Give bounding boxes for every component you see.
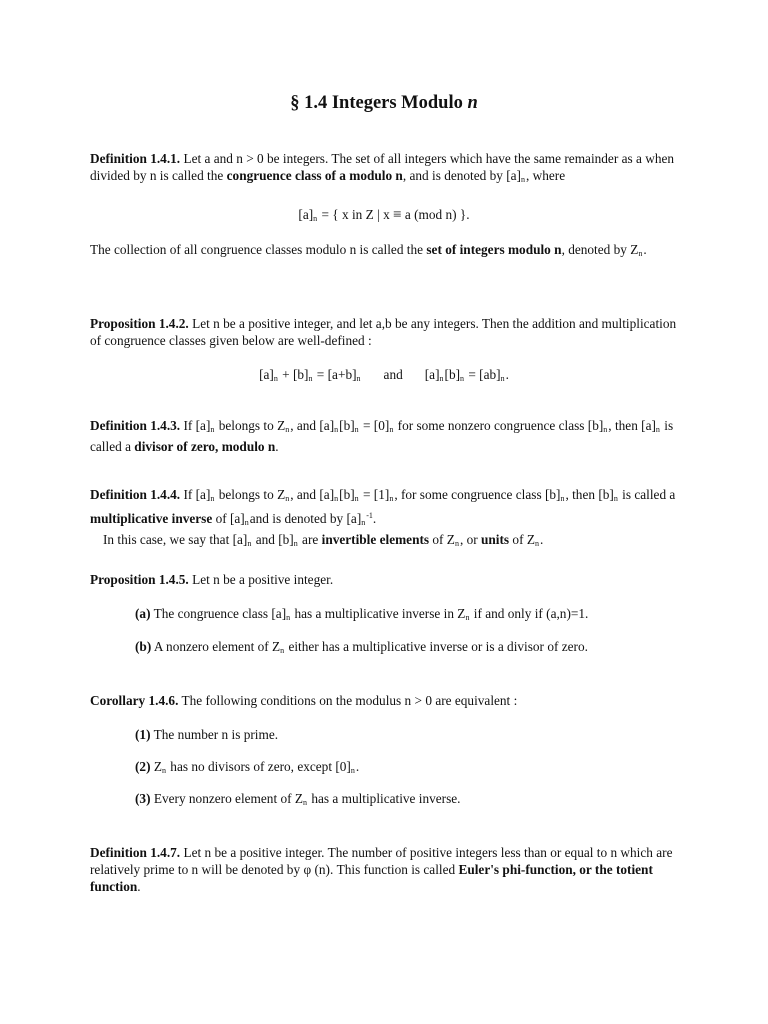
definition-1-4-4: Definition 1.4.4. If $[a]_n$ belongs to $Z_n$, and $[a]_n[b]_n = [1]_n$, for some congruence class $[b]_n$, then $[b]_n$ is called a multiplicative inverse of $[a]_nand$ is denoted by $[a]_n^{-1}$. In this case, we say that $[a]_n$ and $[b]_n$ are invertible elements of $Z_n$, or units of $Z_n$.: [90, 487, 676, 548]
definition-1-4-1: Definition 1.4.1. Let a and n > 0 be integers. The set of all integers which have the same remainder as a when divided by n is called the congruence class of a modulo n, and is denoted by $[a]_n$, where: [90, 151, 675, 184]
corollary-item-2: (2) $Z_n$ has no divisors of zero, except $[0]_n$.: [135, 759, 360, 775]
term: divisor of zero, modulo n: [134, 439, 276, 454]
term: invertible elements: [321, 532, 430, 547]
corollary-item-1: (1) The number n is prime.: [135, 727, 279, 742]
proposition-item-a: (a) The congruence class $[a]_n$ has a multiplicative inverse in $Z_n$ if and only if (a,n)=1.: [135, 606, 589, 622]
term: Euler's phi-function, or the totient function: [90, 862, 653, 894]
title-text: § 1.4 Integers Modulo: [290, 93, 468, 113]
definition-label: Definition 1.4.7.: [90, 845, 181, 860]
definition-label: Definition 1.4.4.: [90, 487, 181, 502]
equation-operations: $[a]_n + [b]_n = [a+b]_n$ and $[a]_n[b]_n = [ab]_n$.: [259, 367, 509, 383]
term: multiplicative inverse: [90, 511, 213, 526]
term: set of integers modulo n: [426, 242, 562, 257]
corollary-label: Corollary 1.4.6.: [90, 693, 179, 708]
definition-1-4-7: Definition 1.4.7. Let n be a positive integer. The number of positive integers less than or equal to n which are relatively prime to n will be denoted by φ (n). This function is called Euler's phi-function, or the totient function.: [90, 845, 673, 894]
section-title: [0, 93, 768, 114]
definition-label: Definition 1.4.1.: [90, 151, 181, 166]
proposition-label: Proposition 1.4.5.: [90, 572, 189, 587]
term: congruence class of a modulo n: [226, 168, 403, 183]
proposition-item-b: (b) A nonzero element of $Z_n$ either has a multiplicative inverse or is a divisor of zero.: [135, 639, 588, 655]
term: units: [481, 532, 510, 547]
equiv-symbol: ≡: [393, 207, 402, 223]
phi-symbol: φ: [303, 862, 312, 877]
collection-paragraph: The collection of all congruence classes modulo n is called the set of integers modulo n, denoted by $Z_n$.: [90, 242, 647, 258]
corollary-1-4-6: Corollary 1.4.6. The following conditions on the modulus n > 0 are equivalent :: [90, 693, 518, 708]
equation-congruence-class: $[a]_n$ = { x in Z | x ≡ a (mod n) }.: [298, 207, 470, 223]
definition-1-4-3: Definition 1.4.3. If $[a]_n$ belongs to $Z_n$, and $[a]_n[b]_n = [0]_n$ for some nonzero congruence class $[b]_n$, then $[a]_n$ is called a divisor of zero, modulo n.: [90, 418, 674, 454]
corollary-item-3: (3) Every nonzero element of $Z_n$ has a multiplicative inverse.: [135, 791, 461, 807]
proposition-1-4-2: Proposition 1.4.2. Let n be a positive integer, and let a,b be any integers. Then the addition and multiplication of congruence classes given below are well-defined :: [90, 316, 677, 348]
proposition-1-4-5: Proposition 1.4.5. Let n be a positive integer.: [90, 572, 334, 587]
title-variable: n: [467, 93, 478, 113]
proposition-label: Proposition 1.4.2.: [90, 316, 189, 331]
definition-label: Definition 1.4.3.: [90, 418, 181, 433]
